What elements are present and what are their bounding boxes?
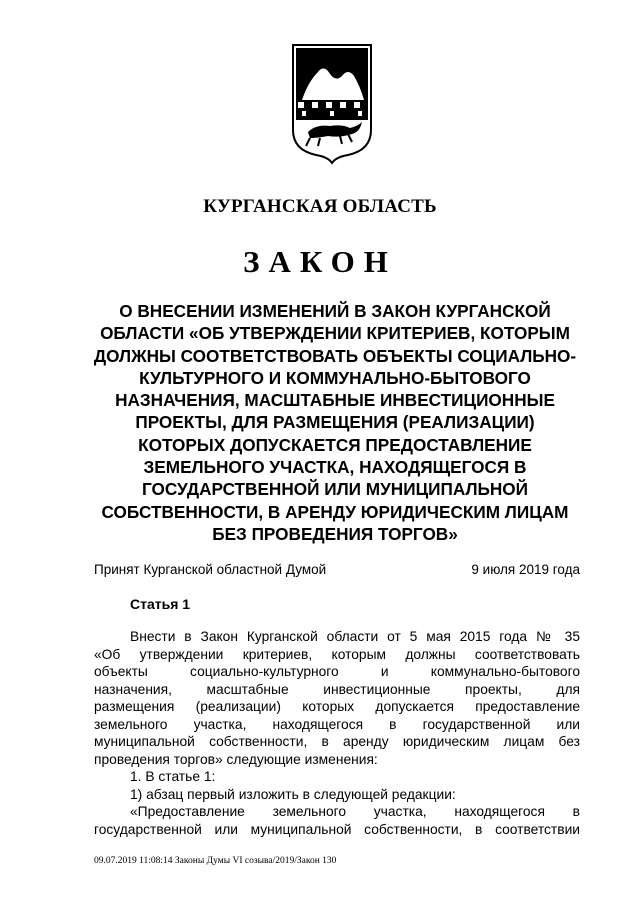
law-title-line: ГОСУДАРСТВЕННОЙ ИЛИ МУНИЦИПАЛЬНОЙ [141,479,528,500]
law-title-line: ДОЛЖНЫ СООТВЕТСТВОВАТЬ ОБЪЕКТЫ СОЦИАЛЬНО- [93,345,577,366]
body-line: земельного участка, находящегося в государственной или [94,716,580,732]
article-heading: Статья 1 [130,596,191,612]
law-title-line: ПРОЕКТЫ, ДЛЯ РАЗМЕЩЕНИЯ (РЕАЛИЗАЦИИ) [135,412,535,433]
kurgan-coat-of-arms-icon [290,42,374,166]
document-footer: 09.07.2019 11:08:14 Законы Думы VI созыва/2019/Закон 130 [94,856,337,866]
body-line: «Об утверждении критериев, которым должны соответствовать [94,646,580,662]
law-title-line: ОБЛАСТИ «ОБ УТВЕРЖДЕНИИ КРИТЕРИЕВ, КОТОРЫМ [100,323,570,344]
adopted-by: Принят Курганской областной Думой [94,562,327,577]
body-line: проведения торгов» следующие изменения: [94,751,378,767]
body-line: муниципальной собственности, в аренду юридическим лицам без [94,734,580,749]
law-title-line: КОТОРЫХ ДОПУСКАЕТСЯ ПРЕДОСТАВЛЕНИЕ [138,434,532,455]
body-line: «Предоставление земельного участка, находящегося в [130,804,580,819]
region-name: КУРГАНСКАЯ ОБЛАСТЬ [203,196,437,217]
body-line: Внести в Закон Курганской области от 5 мая 2015 года № 35 [130,629,580,644]
body-line: размещения (реализации) которых допускается предоставление [94,699,580,714]
law-title-line: БЕЗ ПРОВЕДЕНИЯ ТОРГОВ» [212,523,458,544]
law-title [90,300,580,545]
law-title-line: НАЗНАЧЕНИЯ, МАСШТАБНЫЕ ИНВЕСТИЦИОННЫЕ [115,390,555,411]
body-line: назначения, масштабные инвестиционные проекты, для [94,681,580,697]
law-title-line: ЗЕМЕЛЬНОГО УЧАСТКА, НАХОДЯЩЕГОСЯ В [143,457,527,478]
law-title-line: СОБСТВЕННОСТИ, В АРЕНДУ ЮРИДИЧЕСКИМ ЛИЦАМ [101,501,569,522]
body-line: 1. В статье 1: [130,769,216,784]
law-title-line: КУЛЬТУРНОГО И КОММУНАЛЬНО-БЫТОВОГО [139,367,531,388]
body-line: государственной или муниципальной собственности, в соответствии [94,821,580,837]
law-title-line: О ВНЕСЕНИИ ИЗМЕНЕНИЙ В ЗАКОН КУРГАНСКОЙ [119,301,551,321]
body-line: объекты социально-культурного и коммунально-бытового [94,664,580,679]
article-body [94,628,580,838]
adoption-date: 9 июля 2019 года [471,562,580,577]
body-line: 1) абзац первый изложить в следующей редакции: [130,786,456,802]
document-type-heading: ЗАКОН [243,244,397,279]
